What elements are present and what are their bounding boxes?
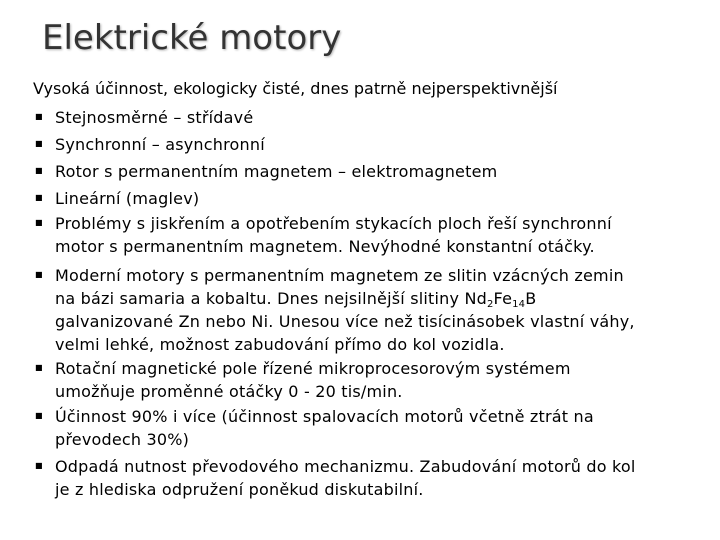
bullet-text bbox=[55, 160, 695, 183]
square-bullet-icon: ■ bbox=[35, 193, 43, 202]
bullet-text bbox=[55, 264, 695, 356]
alloy-element: Fe bbox=[493, 289, 513, 308]
bullet-line: Lineární (maglev) bbox=[55, 189, 200, 208]
bullet-line: Synchronní – asynchronní bbox=[55, 135, 265, 154]
square-bullet-icon: ■ bbox=[35, 166, 43, 175]
bullet-text bbox=[55, 187, 695, 210]
bullet-line: motor s permanentním magnetem. Nevýhodné konstantní otáčky. bbox=[55, 237, 595, 256]
bullet-line: Účinnost 90% i více (účinnost spalovacích motorů včetně ztrát na bbox=[55, 407, 594, 426]
bullet-line: galvanizované Zn nebo Ni. Unesou více než tisícinásobek vlastní váhy, bbox=[55, 312, 635, 331]
bullet-line: Stejnosměrné – střídavé bbox=[55, 108, 254, 127]
alloy-subscript: 14 bbox=[512, 299, 526, 310]
slide-subtitle: Vysoká účinnost, ekologicky čisté, dnes patrně nejperspektivnější bbox=[33, 79, 558, 98]
bullet-line: Rotační magnetické pole řízené mikroprocesorovým systémem bbox=[55, 359, 571, 378]
bullet-text bbox=[55, 405, 695, 451]
bullet-line: převodech 30%) bbox=[55, 430, 190, 449]
bullet-line: Moderní motory s permanentním magnetem ze slitin vzácných zemin bbox=[55, 266, 624, 285]
bullet-text bbox=[55, 106, 695, 129]
square-bullet-icon: ■ bbox=[35, 270, 43, 279]
bullet-line bbox=[55, 287, 695, 310]
alloy-text: na bázi samaria a kobaltu. Dnes nejsilnější slitiny Nd bbox=[55, 289, 487, 308]
bullet-text bbox=[55, 357, 695, 403]
square-bullet-icon: ■ bbox=[35, 139, 43, 148]
square-bullet-icon: ■ bbox=[35, 461, 43, 470]
bullet-text bbox=[55, 212, 695, 258]
bullet-line: Odpadá nutnost převodového mechanizmu. Zabudování motorů do kol bbox=[55, 457, 636, 476]
square-bullet-icon: ■ bbox=[35, 411, 43, 420]
bullet-text bbox=[55, 455, 695, 501]
slide-title: Elektrické motory bbox=[42, 18, 342, 58]
square-bullet-icon: ■ bbox=[35, 363, 43, 372]
bullet-text bbox=[55, 133, 695, 156]
bullet-line: Rotor s permanentním magnetem – elektromagnetem bbox=[55, 162, 498, 181]
bullet-line: je z hlediska odpružení poněkud diskutabilní. bbox=[55, 480, 424, 499]
square-bullet-icon: ■ bbox=[35, 112, 43, 121]
alloy-subscript: 2 bbox=[486, 299, 494, 310]
bullet-line: umožňuje proměnné otáčky 0 - 20 tis/min. bbox=[55, 382, 403, 401]
alloy-element: B bbox=[525, 289, 537, 308]
square-bullet-icon: ■ bbox=[35, 218, 43, 227]
bullet-line: velmi lehké, možnost zabudování přímo do kol vozidla. bbox=[55, 335, 505, 354]
bullet-line: Problémy s jiskřením a opotřebením stykacích ploch řeší synchronní bbox=[55, 214, 612, 233]
